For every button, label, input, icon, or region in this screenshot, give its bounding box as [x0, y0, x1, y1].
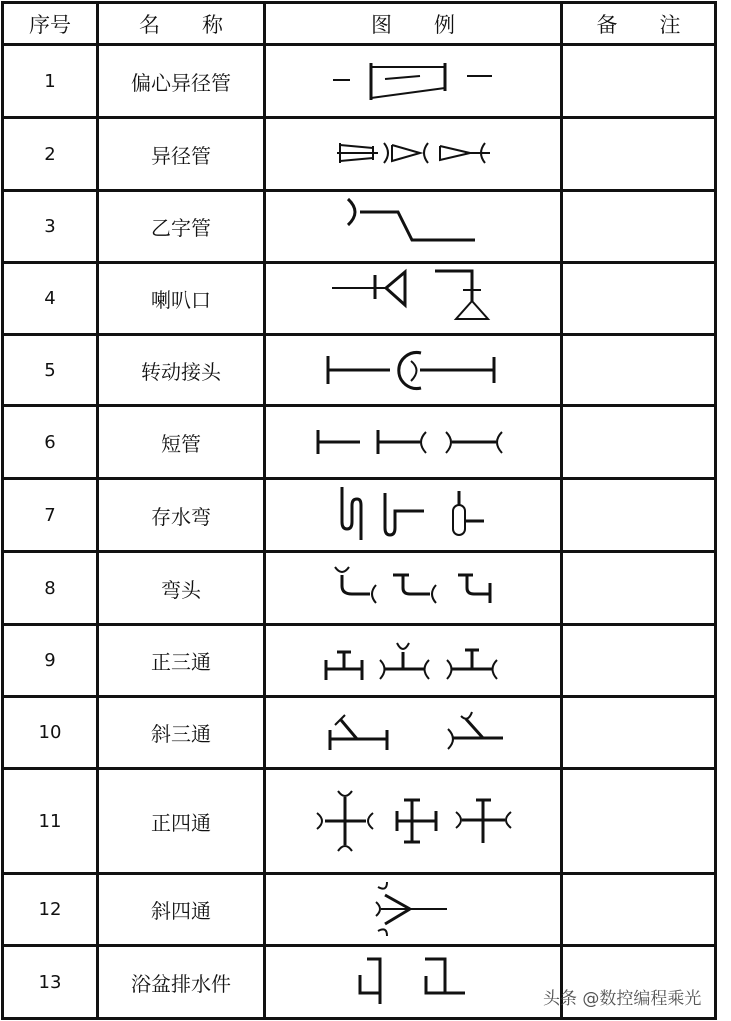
header-row	[3, 3, 716, 45]
row-symbol	[265, 625, 562, 697]
table-row	[3, 118, 716, 191]
watermark: 头条 @数控编程乘光	[543, 989, 702, 1009]
row-name: 乙字管	[98, 191, 265, 263]
row-no: 5	[3, 335, 98, 406]
row-note	[562, 697, 716, 769]
row-no: 12	[3, 874, 98, 946]
row-name: 喇叭口	[98, 263, 265, 335]
table-row	[3, 335, 716, 406]
row-note	[562, 625, 716, 697]
row-symbol	[265, 479, 562, 552]
row-no: 9	[3, 625, 98, 697]
table-row	[3, 479, 716, 552]
row-no: 7	[3, 479, 98, 552]
row-no: 10	[3, 697, 98, 769]
row-note	[562, 406, 716, 479]
row-name: 异径管	[98, 118, 265, 191]
row-name: 弯头	[98, 552, 265, 625]
row-no: 13	[3, 946, 98, 1019]
row-note	[562, 479, 716, 552]
row-no: 2	[3, 118, 98, 191]
row-no: 4	[3, 263, 98, 335]
row-name: 正三通	[98, 625, 265, 697]
pipe-fittings-legend-table	[1, 1, 717, 1020]
row-note	[562, 335, 716, 406]
row-symbol	[265, 118, 562, 191]
table-row	[3, 625, 716, 697]
table-row	[3, 769, 716, 874]
row-note	[562, 552, 716, 625]
row-no: 1	[3, 45, 98, 118]
header-symbol: 图 例	[265, 3, 562, 45]
row-name: 浴盆排水件	[98, 946, 265, 1019]
table-row	[3, 406, 716, 479]
row-no: 8	[3, 552, 98, 625]
table-row	[3, 263, 716, 335]
row-symbol	[265, 552, 562, 625]
row-no: 6	[3, 406, 98, 479]
row-no: 11	[3, 769, 98, 874]
row-symbol	[265, 697, 562, 769]
header-name: 名 称	[98, 3, 265, 45]
row-name: 斜三通	[98, 697, 265, 769]
row-symbol	[265, 406, 562, 479]
header-note: 备 注	[562, 3, 716, 45]
row-name: 斜四通	[98, 874, 265, 946]
row-no: 3	[3, 191, 98, 263]
row-symbol	[265, 946, 562, 1019]
row-symbol	[265, 874, 562, 946]
row-name: 短管	[98, 406, 265, 479]
row-note	[562, 118, 716, 191]
row-symbol	[265, 45, 562, 118]
row-name: 转动接头	[98, 335, 265, 406]
row-symbol	[265, 263, 562, 335]
row-symbol	[265, 191, 562, 263]
row-name: 正四通	[98, 769, 265, 874]
table-row	[3, 191, 716, 263]
table-row	[3, 874, 716, 946]
row-symbol	[265, 335, 562, 406]
row-name: 存水弯	[98, 479, 265, 552]
table-row	[3, 45, 716, 118]
row-note	[562, 263, 716, 335]
table-row	[3, 552, 716, 625]
row-note	[562, 769, 716, 874]
row-note	[562, 874, 716, 946]
header-no: 序号	[3, 3, 98, 45]
row-name: 偏心异径管	[98, 45, 265, 118]
row-note	[562, 191, 716, 263]
row-symbol	[265, 769, 562, 874]
row-note	[562, 45, 716, 118]
table-row	[3, 697, 716, 769]
